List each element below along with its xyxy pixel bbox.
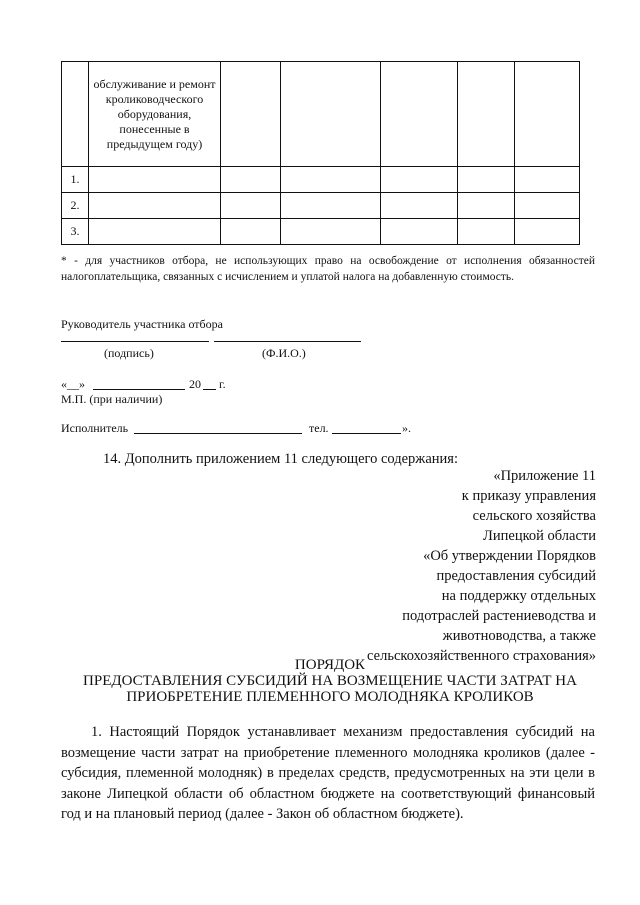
appendix-line: подотраслей растениеводства и — [402, 608, 596, 624]
appendix-line: к приказу управления — [461, 488, 596, 504]
appendix-line: «Приложение 11 — [493, 468, 596, 484]
appendix-line: на поддержку отдельных — [441, 588, 596, 604]
table-header-desc: обслуживание и ремонт кролиководческого оборудования, понесенные в предыдущем году) — [89, 62, 221, 167]
phone-line — [332, 433, 401, 434]
table-header-row — [62, 62, 580, 167]
title-line: ПРЕДОСТАВЛЕНИЯ СУБСИДИЙ НА ВОЗМЕЩЕНИЕ ЧАСТИ ЗАТРАТ НА — [83, 673, 577, 689]
page-title — [40, 657, 620, 705]
executor-line — [134, 433, 302, 434]
appendix-header — [296, 466, 596, 666]
name-line — [214, 341, 361, 342]
row-number: 2. — [62, 193, 89, 219]
stamp-label: М.П. (при наличии) — [61, 392, 163, 406]
appendix-line: сельского хозяйства — [472, 508, 596, 524]
year-suffix: г. — [219, 377, 226, 391]
footnote: * - для участников отбора, не использующих право на освобождение от исполнения обязанностей налогоплательщика, связанных с исчислением и уплатой налога на добавленную стоимость. — [61, 255, 595, 283]
executor-label: Исполнитель — [61, 421, 129, 435]
signature-line — [61, 341, 209, 342]
table-row — [62, 193, 580, 219]
signature-caption: (подпись) — [104, 346, 154, 360]
appendix-line: «Об утверждении Порядков — [423, 548, 596, 564]
table-row — [62, 219, 580, 245]
date-open: «__» — [61, 377, 85, 391]
year-prefix: 20 — [189, 377, 201, 391]
paragraph-1: 1. Настоящий Порядок устанавливает механизм предоставления субсидий на возмещение части затрат на приобретение племенного молодняка кроликов (далее - субсидия, племенной молодняк) в пределах средств, предусмотренных на эти цели в законе Липецкой области об областном бюджете на соответствующий финансовый год и на плановый период (далее - Закон об областном бюджете). — [61, 724, 595, 822]
title-line: ПОРЯДОК — [294, 657, 366, 673]
item-14: 14. Дополнить приложением 11 следующего содержания: — [103, 451, 458, 467]
year-line — [203, 389, 216, 390]
name-caption: (Ф.И.О.) — [262, 346, 306, 360]
appendix-line: животноводства, а также — [442, 628, 596, 644]
title-line: ПРИОБРЕТЕНИЕ ПЛЕМЕННОГО МОЛОДНЯКА КРОЛИКОВ — [126, 689, 534, 705]
row-number: 1. — [62, 167, 89, 193]
appendix-line: Липецкой области — [483, 528, 596, 544]
date-month-line — [93, 389, 185, 390]
closing-quote: ». — [402, 421, 411, 435]
row-number: 3. — [62, 219, 89, 245]
appendix-line: сельскохозяйственного страхования» — [367, 648, 596, 664]
phone-label: тел. — [309, 421, 329, 435]
appendix-line: предоставления субсидий — [436, 568, 596, 584]
cost-table — [61, 61, 580, 245]
head-label: Руководитель участника отбора — [61, 317, 223, 331]
table-row — [62, 167, 580, 193]
